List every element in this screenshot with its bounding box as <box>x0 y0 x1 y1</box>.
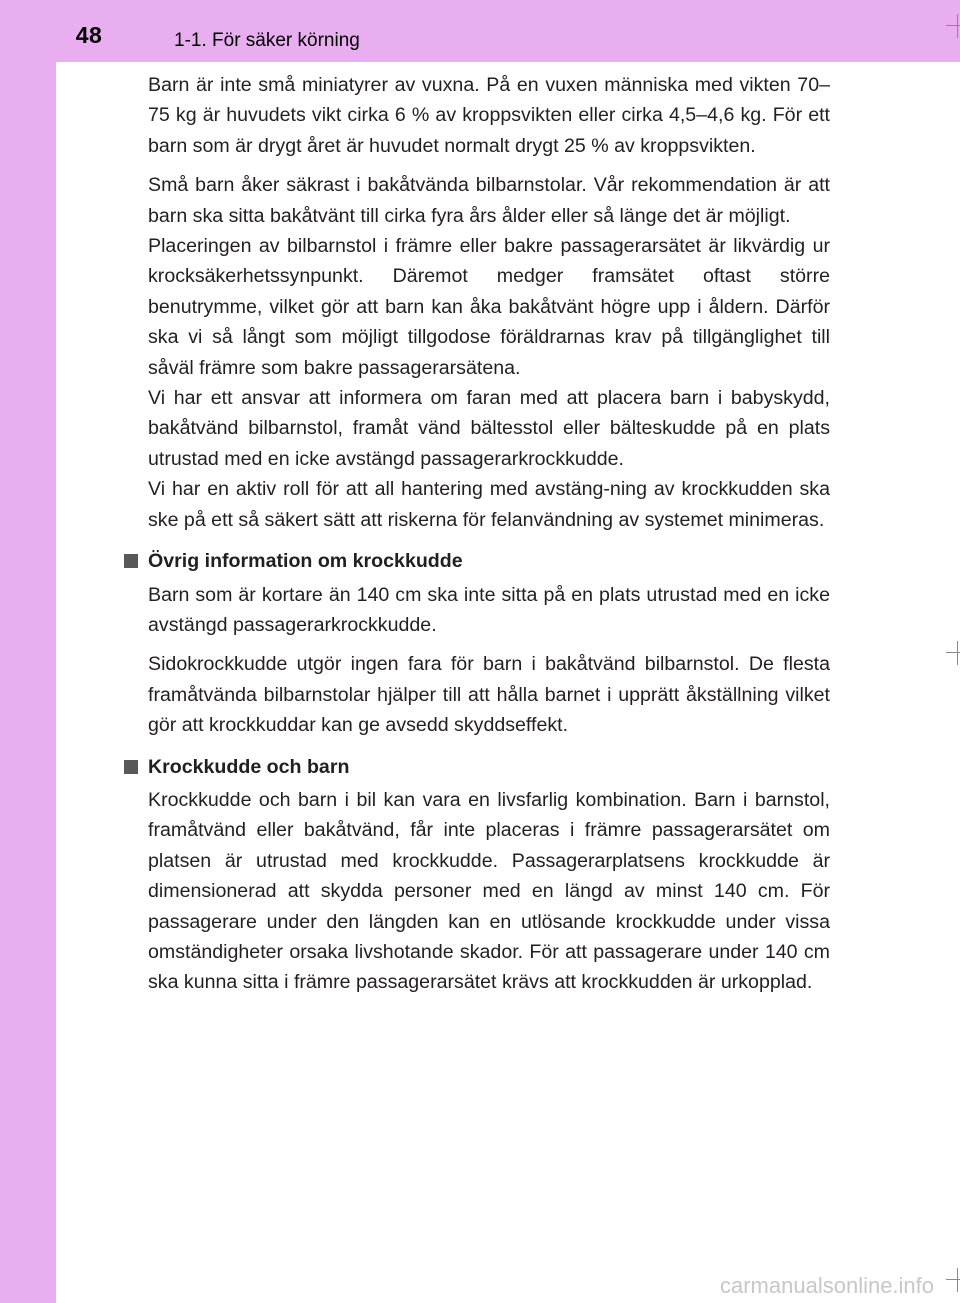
page-number: 48 <box>75 22 103 48</box>
section-heading-text: Krockkudde och barn <box>148 755 350 778</box>
body-paragraph: Placeringen av bilbarnstol i främre eller bakre passagerarsätet är likvärdig ur krocksäkerhetssynpunkt. Däremot medger framsätet oftast större benutrymme, vilket gör att barn kan åka bakåtvänt högre upp i åldern. Därför ska vi så långt som möjligt tillgodose föräldrarnas krav på tillgänglighet till såväl främre som bakre passagerarsätena. <box>148 235 830 379</box>
section-paragraph: Sidokrockkudde utgör ingen fara för barn i bakåtvänd bilbarnstol. De flesta framåtvända bilbarnstolar hjälper till att hålla barnet i upprätt åkställning vilket gör att krockkuddar kan ge avsedd skyddseffekt. <box>148 653 830 737</box>
watermark: carmanualsonline.info <box>720 1273 935 1298</box>
section-paragraph: Barn som är kortare än 140 cm ska inte sitta på en plats utrustad med en icke avstängd passagerarkrockkudde. <box>148 583 830 636</box>
body-paragraph: Vi har en aktiv roll för att all hantering med avstäng-ning av krockkudden ska ske på ett så säkert sätt att riskerna för felanvändning av systemet minimeras. <box>148 478 830 531</box>
section-heading <box>148 546 830 576</box>
crop-mark-icon <box>946 641 960 665</box>
square-bullet-icon <box>124 760 138 774</box>
crop-mark-icon <box>946 1268 960 1292</box>
section-heading-text: Övrig information om krockkudde <box>148 550 463 573</box>
side-tab-band <box>0 0 56 1303</box>
section-paragraph: Krockkudde och barn i bil kan vara en livsfarlig kombination. Barn i barnstol, framåtvänd eller bakåtvänd, får inte placeras i främre passagerarsätet om platsen är utrustad med krockkudde. Passagerarplatsens krockkudde är dimensionerad att skydda personer med en längd av minst 140 cm. För passagerare under den längden kan en utlösande krockkudde under vissa omständigheter orsaka livshotande skador. För att passagerare under 140 cm ska kunna sitta i främre passagerarsätet krävs att krockkudden är urkopplad. <box>148 788 830 994</box>
body-paragraph: Barn är inte små miniatyrer av vuxna. På en vuxen människa med vikten 70–75 kg är huvudets vikt cirka 6 % av kroppsvikten eller cirka 4,5–4,6 kg. För ett barn som är drygt året är huvudet normalt drygt 25 % av kroppsvikten. <box>148 74 830 157</box>
body-paragraph: Vi har ett ansvar att informera om faran med att placera barn i babyskydd, bakåtvänd bilbarnstol, framåt vänd bältesstol eller bälteskudde på en plats utrustad med en icke avstängd passagerarkrockkudde. <box>148 387 830 470</box>
section-heading <box>148 752 830 782</box>
body-paragraph: Små barn åker säkrast i bakåtvända bilbarnstolar. Vår rekommendation är att barn ska sitta bakåtvänt till cirka fyra års ålder eller så länge det är möjligt. <box>148 174 830 227</box>
square-bullet-icon <box>124 554 138 568</box>
crop-mark-icon <box>946 14 960 38</box>
section-title: 1-1. För säker körning <box>174 30 360 51</box>
page-content <box>148 70 830 998</box>
